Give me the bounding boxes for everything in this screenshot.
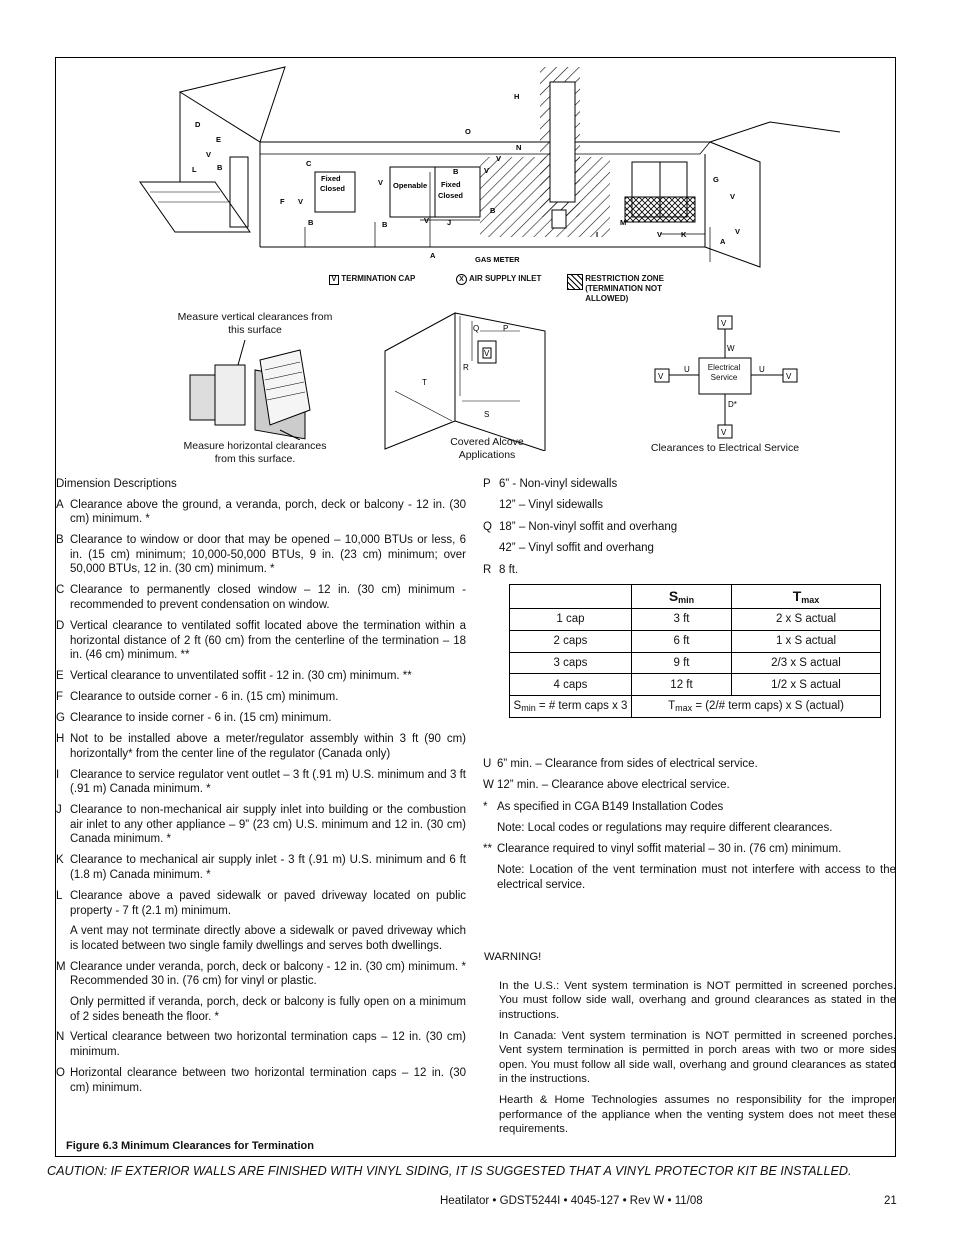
dimension-letter: M	[56, 960, 66, 973]
table-footer	[510, 696, 881, 718]
svg-text:V: V	[298, 197, 304, 206]
note-item	[483, 863, 896, 892]
table-cell: 1 cap	[510, 609, 632, 631]
svg-text:A: A	[430, 251, 436, 260]
dimension-item	[56, 690, 466, 705]
footer-tmax: Tmax = (2/# term caps) x S (actual)	[632, 696, 881, 718]
warning-paragraph: In Canada: Vent system termination is NOT permitted in screened porches. Vent system termination is permitted in porch areas with two or more sides open. You must follow all side wall, overhang and ground clearances as stated in the instructions.	[499, 1029, 896, 1086]
dimension-letter: N	[56, 1031, 65, 1044]
svg-text:O: O	[465, 127, 471, 136]
dimension-item	[56, 669, 466, 684]
svg-text:H: H	[514, 92, 520, 101]
dimension-text: Clearance under veranda, porch, deck or balcony - 12 in. (30 cm) minimum. * Recommended 30 in. (76 cm) for vinyl or plastic. Only permitted if veranda, porch, deck or balcony is fully open on a minimum of 2 sides beneath the floor. *	[70, 960, 466, 1023]
table-cell: 2/3 x S actual	[732, 652, 881, 674]
svg-text:V: V	[496, 154, 502, 163]
table-row	[510, 674, 881, 696]
legend-restriction-line1: RESTRICTION ZONE	[585, 274, 664, 283]
pqr-text: 6” - Non-vinyl sidewalls	[499, 478, 618, 490]
dimension-item	[56, 768, 466, 797]
table-cell: 2 x S actual	[732, 609, 881, 631]
dimension-letter: I	[56, 768, 60, 781]
table-cell: 6 ft	[632, 630, 732, 652]
alcove-q: Q	[473, 324, 480, 333]
note-item	[483, 757, 896, 772]
elec-v-top: V	[721, 319, 727, 328]
dimension-text: Clearance to outside corner - 6 in. (15 cm) minimum.	[70, 691, 339, 704]
note-item	[483, 842, 896, 857]
alcove-p: P	[503, 324, 509, 333]
dimension-text: Clearance to non-mechanical air supply inlet into building or the combustion air inlet to any other appliance – 9” (23 cm) U.S. minimum and 12 in. (30 cm) Canada minimum. *	[70, 804, 466, 846]
legend-termination-cap: V TERMINATION CAP	[329, 274, 415, 285]
dimension-item	[56, 803, 466, 847]
note-letter: *	[483, 800, 488, 813]
dimension-item	[56, 889, 466, 953]
note-text: Clearance required to vinyl soffit material – 30 in. (76 cm) minimum.	[497, 843, 842, 856]
note-text: Note: Local codes or regulations may require different clearances.	[497, 821, 833, 834]
page-number: 21	[884, 1195, 897, 1207]
note-text: 12” min. – Clearance above electrical service.	[497, 779, 730, 792]
dimension-letter: L	[56, 889, 63, 902]
svg-text:C: C	[306, 159, 312, 168]
note-letter	[483, 863, 497, 892]
note-item	[483, 821, 896, 836]
dimension-text: Vertical clearance between two horizontal termination caps – 12 in. (30 cm) minimum.	[70, 1031, 466, 1059]
alcove-v: V	[484, 349, 490, 358]
table-cell: 4 caps	[510, 674, 632, 696]
note-letter: U	[483, 758, 492, 770]
dimension-item	[56, 498, 466, 527]
dimension-letter: E	[56, 670, 64, 683]
legend-air-supply: X AIR SUPPLY INLET	[456, 274, 541, 285]
table-cell: 9 ft	[632, 652, 732, 674]
table-cell: 1/2 x S actual	[732, 674, 881, 696]
legend-restriction-line2: (TERMINATION NOT	[585, 284, 662, 293]
dimension-letter: O	[56, 1067, 65, 1080]
dimension-item	[56, 533, 466, 577]
legend-air-supply-label: AIR SUPPLY INLET	[468, 274, 542, 283]
svg-text:B: B	[308, 218, 314, 227]
pqr-item	[483, 498, 896, 513]
svg-text:M: M	[620, 218, 627, 227]
measure-vertical-caption: Measure vertical clearances from this surface	[177, 311, 333, 336]
note-item	[483, 800, 896, 815]
covered-alcove-drawing	[380, 311, 550, 451]
dimension-text: Not to be installed above a meter/regulator assembly within 3 ft (90 cm) horizontally* from the center line of the regulator (Canada only)	[70, 733, 466, 760]
dimension-descriptions	[56, 477, 466, 1102]
note-letter: **	[483, 843, 492, 856]
dimension-letter: G	[56, 712, 65, 725]
figure-caption: Figure 6.3 Minimum Clearances for Termination	[66, 1140, 314, 1152]
header-smin: Smin	[632, 585, 732, 609]
svg-text:Fixed: Fixed	[441, 180, 461, 189]
dimension-letter: C	[56, 584, 65, 597]
note-text: 6” min. – Clearance from sides of electrical service.	[497, 758, 758, 770]
pqr-text: 8 ft.	[499, 563, 519, 576]
elec-w: W	[727, 344, 735, 353]
dimension-title: Dimension Descriptions	[56, 478, 177, 490]
dimension-text: Vertical clearance to ventilated soffit located above the termination within a horizontal distance of 2 ft (60 cm) from the centerline of the termination – 18 in. (46 cm) minimum. **	[70, 619, 466, 662]
svg-text:B: B	[217, 163, 223, 172]
note-text: Note: Location of the vent termination must not interfere with access to the electrical service.	[497, 864, 896, 891]
note-item	[483, 778, 896, 793]
pqr-item	[483, 541, 896, 556]
pqr-list	[483, 477, 896, 584]
dimension-letter: J	[56, 804, 62, 817]
page-footer: Heatilator • GDST5244I • 4045-127 • Rev W • 11/08	[440, 1195, 703, 1207]
svg-text:Fixed: Fixed	[321, 174, 341, 183]
alcove-r: R	[463, 363, 469, 372]
svg-text:Closed: Closed	[438, 191, 464, 200]
table-row	[510, 630, 881, 652]
caution-note: CAUTION: IF EXTERIOR WALLS ARE FINISHED WITH VINYL SIDING, IT IS SUGGESTED THAT A VINYL PROTECTOR KIT BE INSTALLED.	[47, 1164, 852, 1178]
svg-text:Openable: Openable	[393, 181, 428, 190]
warning-title: WARNING!	[484, 951, 542, 963]
dimension-text: Vertical clearance to unventilated soffit - 12 in. (30 cm) minimum. **	[70, 670, 412, 683]
table-cell: 1 x S actual	[732, 630, 881, 652]
table-header	[510, 585, 881, 609]
dimension-subtext: A vent may not terminate directly above a sidewalk or paved driveway which is located between two single family dwellings and serves both dwellings.	[70, 925, 466, 952]
dimension-subtext: Only permitted if veranda, porch, deck or balcony is fully open on a minimum of 2 sides beneath the floor. *	[70, 995, 466, 1023]
svg-text:V: V	[378, 178, 384, 187]
dimension-item	[56, 1030, 466, 1059]
svg-text:E: E	[216, 135, 222, 144]
dimension-text: Clearance above a paved sidewalk or paved driveway located on public property - 7 ft (2.1 m) minimum. A vent may not terminate directly above a sidewalk or paved driveway which is located between two single family dwellings and serves both dwellings.	[70, 889, 466, 952]
svg-text:I: I	[596, 230, 599, 239]
svg-text:L: L	[192, 165, 197, 174]
legend-termination-cap-label: TERMINATION CAP	[341, 274, 416, 283]
table-cell: 3 caps	[510, 652, 632, 674]
dimension-text: Clearance to mechanical air supply inlet - 3 ft (.91 m) U.S. minimum and 6 ft (1.8 m) Canada minimum. *	[70, 854, 466, 881]
electrical-caption: Clearances to Electrical Service	[650, 442, 800, 454]
dimension-letter: A	[56, 498, 64, 511]
note-letter	[483, 821, 497, 836]
svg-text:A: A	[720, 237, 726, 246]
dimension-letter: B	[56, 534, 64, 547]
svg-text:J: J	[447, 218, 452, 227]
pqr-letter: Q	[483, 520, 492, 533]
pqr-item	[483, 563, 896, 578]
svg-text:GAS METER: GAS METER	[475, 255, 520, 264]
covered-alcove-caption: Covered Alcove Applications	[450, 436, 524, 461]
svg-text:F: F	[280, 197, 285, 206]
svg-text:B: B	[382, 220, 388, 229]
dimension-item	[56, 853, 466, 882]
elec-v-left: V	[658, 372, 664, 381]
pqr-item	[483, 477, 896, 492]
pqr-item	[483, 520, 896, 535]
svg-text:V: V	[484, 166, 490, 175]
pqr-letter: P	[483, 478, 491, 490]
dimension-letter: D	[56, 619, 65, 632]
svg-text:V: V	[735, 227, 741, 236]
measure-horizontal-caption: Measure horizontal clearances from this surface.	[183, 440, 327, 465]
elec-v-bottom: V	[721, 428, 727, 437]
svg-text:V: V	[730, 192, 736, 201]
svg-text:N: N	[516, 143, 522, 152]
svg-text:V: V	[206, 150, 212, 159]
svg-text:B: B	[490, 206, 496, 215]
warning-box	[484, 950, 896, 1143]
svg-text:B: B	[453, 167, 459, 176]
alcove-s: S	[484, 410, 490, 419]
table-row	[510, 609, 881, 631]
dimension-text: Clearance above the ground, a veranda, porch, deck or balcony - 12 in. (30 cm) minimum. *	[70, 498, 466, 526]
dimension-item	[56, 583, 466, 612]
dimension-item	[56, 732, 466, 761]
termination-cap-drawing	[170, 340, 340, 440]
table-cell: 12 ft	[632, 674, 732, 696]
dimension-item	[56, 1066, 466, 1095]
table-row	[510, 652, 881, 674]
dimension-text: Horizontal clearance between two horizontal termination caps – 12 in. (30 cm) minimum.	[70, 1067, 466, 1094]
elec-v-right: V	[786, 372, 792, 381]
dimension-letter: F	[56, 691, 64, 704]
svg-text:G: G	[713, 175, 719, 184]
legend-restriction-zone	[567, 274, 664, 304]
dimension-text: Clearance to service regulator vent outlet – 3 ft (.91 m) U.S. minimum and 3 ft (.91 m) Canada minimum. *	[70, 768, 466, 796]
term-caps-table	[509, 584, 881, 718]
elec-u-right: U	[759, 365, 765, 374]
electrical-box-label: Electrical Service	[707, 363, 741, 382]
dimension-text: Clearance to window or door that may be opened – 10,000 BTUs or less, 6 in. (15 cm) minimum; 10,000-50,000 BTUs, 9 in. (23 cm) minimum; over 50,000 BTUs, 12 in. (30 cm) minimum. *	[70, 534, 466, 576]
dimension-item	[56, 960, 466, 1024]
svg-text:V: V	[657, 230, 663, 239]
warning-paragraph: Hearth & Home Technologies assumes no responsibility for the improper performance of the appliance when the venting system does not meet these requirements.	[499, 1094, 896, 1136]
svg-text:K: K	[681, 230, 687, 239]
pqr-text: 18” – Non-vinyl soffit and overhang	[499, 520, 678, 533]
pqr-text: 42” – Vinyl soffit and overhang	[499, 542, 654, 555]
dimension-item	[56, 619, 466, 663]
table-cell: 2 caps	[510, 630, 632, 652]
dimension-text: Clearance to permanently closed window – 12 in. (30 cm) minimum - recommended to prevent condensation on window.	[70, 584, 466, 611]
header-tmax: Tmax	[732, 585, 881, 609]
legend-restriction-line3: ALLOWED)	[585, 294, 629, 303]
note-text: As specified in CGA B149 Installation Codes	[497, 800, 724, 813]
dimension-letter: H	[56, 733, 65, 746]
dimension-item	[56, 711, 466, 726]
alcove-t: T	[422, 378, 427, 387]
pqr-letter: R	[483, 563, 492, 576]
table-cell: 3 ft	[632, 609, 732, 631]
dimension-text: Clearance to inside corner - 6 in. (15 cm) minimum.	[70, 712, 332, 725]
elec-d: D*	[728, 400, 737, 409]
svg-text:Closed: Closed	[320, 184, 346, 193]
svg-text:D: D	[195, 120, 201, 129]
warning-paragraph: In the U.S.: Vent system termination is NOT permitted in screened porches. You must follow side wall, overhang and ground clearances as stated in the instructions.	[499, 979, 896, 1021]
svg-text:V: V	[424, 216, 430, 225]
pqr-text: 12” – Vinyl sidewalls	[499, 499, 603, 512]
notes-list	[483, 757, 896, 899]
footer-smin: Smin = # term caps x 3	[510, 696, 632, 718]
note-letter: W	[483, 779, 494, 792]
elec-u-left: U	[684, 365, 690, 374]
dimension-letter: K	[56, 854, 64, 867]
